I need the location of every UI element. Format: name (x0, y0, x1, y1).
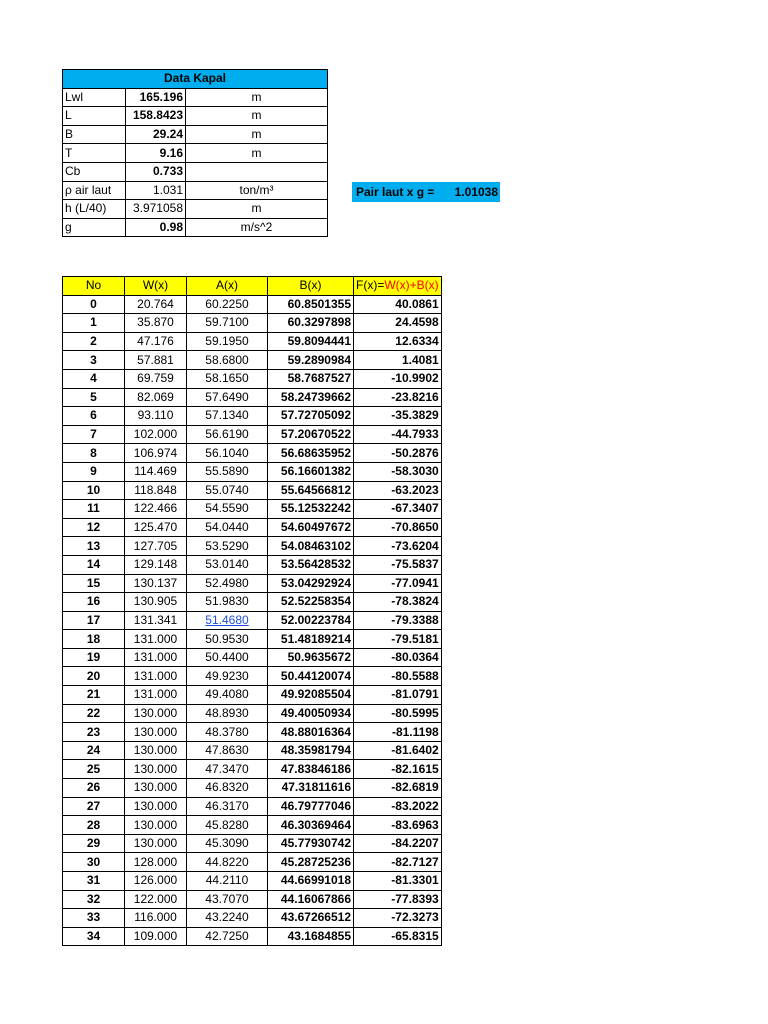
data-kapal-unit-cell[interactable]: m (186, 200, 328, 219)
header-f[interactable] (354, 277, 442, 296)
cell-a[interactable]: 58.1650 (187, 369, 268, 388)
cell-a[interactable]: 44.8220 (187, 853, 268, 872)
cell-f[interactable]: -82.1615 (354, 760, 442, 779)
data-kapal-row (63, 107, 328, 126)
cell-f[interactable]: 1.4081 (354, 351, 442, 370)
cell-a[interactable]: 48.3780 (187, 723, 268, 742)
cell-no[interactable]: 24 (63, 741, 125, 760)
cell-a[interactable]: 59.7100 (187, 314, 268, 333)
cell-b[interactable]: 59.8094441 (268, 332, 354, 351)
cell-w[interactable]: 130.000 (125, 779, 187, 798)
cell-b[interactable]: 51.48189214 (268, 630, 354, 649)
cell-no[interactable]: 9 (63, 462, 125, 481)
cell-w[interactable]: 125.470 (125, 518, 187, 537)
cell-f[interactable]: -81.0791 (354, 686, 442, 705)
data-kapal-label-cell[interactable]: L (63, 107, 126, 126)
cell-w[interactable]: 122.466 (125, 500, 187, 519)
cell-w[interactable]: 130.000 (125, 704, 187, 723)
cell-b[interactable]: 49.40050934 (268, 704, 354, 723)
cell-no[interactable]: 29 (63, 834, 125, 853)
cell-w[interactable]: 118.848 (125, 481, 187, 500)
table-row (63, 630, 442, 649)
cell-f[interactable]: -70.8650 (354, 518, 442, 537)
data-kapal-unit-cell[interactable]: m (186, 144, 328, 163)
table-row (63, 444, 442, 463)
data-kapal-unit-cell[interactable] (186, 162, 328, 181)
main-table (62, 276, 442, 946)
data-kapal-table (62, 69, 328, 237)
data-kapal-label-cell[interactable]: Lwl (63, 88, 126, 107)
table-row (63, 574, 442, 593)
cell-f[interactable]: -81.6402 (354, 741, 442, 760)
cell-a[interactable]: 57.1340 (187, 407, 268, 426)
cell-w[interactable]: 109.000 (125, 927, 187, 946)
data-kapal-unit-cell[interactable]: m (186, 107, 328, 126)
cell-b[interactable]: 43.67266512 (268, 909, 354, 928)
cell-b[interactable]: 55.12532242 (268, 500, 354, 519)
cell-f[interactable]: -72.3273 (354, 909, 442, 928)
cell-f[interactable]: 12.6334 (354, 332, 442, 351)
cell-b[interactable]: 49.92085504 (268, 686, 354, 705)
table-row (63, 481, 442, 500)
cell-b[interactable]: 58.7687527 (268, 369, 354, 388)
header-f-prefix: F(x)= (356, 278, 385, 293)
cell-b[interactable]: 47.31811616 (268, 779, 354, 798)
header-a[interactable]: A(x) (187, 277, 268, 296)
cell-b[interactable]: 50.44120074 (268, 667, 354, 686)
cell-a[interactable]: 54.0440 (187, 518, 268, 537)
cell-f[interactable]: -83.2022 (354, 797, 442, 816)
cell-w[interactable]: 69.759 (125, 369, 187, 388)
cell-w[interactable]: 131.341 (125, 611, 187, 630)
cell-w[interactable]: 106.974 (125, 444, 187, 463)
cell-a[interactable]: 49.4080 (187, 686, 268, 705)
cell-f[interactable]: -77.0941 (354, 574, 442, 593)
cell-f[interactable]: 40.0861 (354, 295, 442, 314)
table-row (63, 816, 442, 835)
cell-w[interactable]: 126.000 (125, 872, 187, 891)
cell-a[interactable]: 43.7070 (187, 890, 268, 909)
cell-no[interactable]: 31 (63, 872, 125, 891)
cell-w[interactable]: 127.705 (125, 537, 187, 556)
cell-b[interactable]: 56.16601382 (268, 462, 354, 481)
table-row (63, 555, 442, 574)
table-row (63, 332, 442, 351)
cell-no[interactable]: 30 (63, 853, 125, 872)
data-kapal-unit-cell[interactable]: m/s^2 (186, 218, 328, 237)
cell-w[interactable]: 130.000 (125, 797, 187, 816)
cell-a[interactable]: 52.4980 (187, 574, 268, 593)
cell-no[interactable]: 34 (63, 927, 125, 946)
cell-no[interactable]: 27 (63, 797, 125, 816)
cell-b[interactable]: 60.3297898 (268, 314, 354, 333)
table-row (63, 779, 442, 798)
cell-w[interactable]: 102.000 (125, 425, 187, 444)
cell-no[interactable]: 4 (63, 369, 125, 388)
cell-w[interactable]: 47.176 (125, 332, 187, 351)
data-kapal-value-cell[interactable]: 0.733 (126, 162, 186, 181)
cell-no[interactable]: 15 (63, 574, 125, 593)
cell-b[interactable]: 57.20670522 (268, 425, 354, 444)
cell-f[interactable]: -67.3407 (354, 500, 442, 519)
cell-b[interactable]: 54.08463102 (268, 537, 354, 556)
table-row (63, 760, 442, 779)
data-kapal-row (63, 200, 328, 219)
cell-no[interactable]: 2 (63, 332, 125, 351)
data-kapal-row (63, 144, 328, 163)
cell-no[interactable]: 7 (63, 425, 125, 444)
data-kapal-row (63, 218, 328, 237)
table-row (63, 518, 442, 537)
data-kapal-value-cell[interactable]: 9.16 (126, 144, 186, 163)
cell-w[interactable]: 130.000 (125, 741, 187, 760)
cell-b[interactable]: 46.79777046 (268, 797, 354, 816)
cell-a[interactable]: 54.5590 (187, 500, 268, 519)
cell-a[interactable]: 43.2240 (187, 909, 268, 928)
cell-w[interactable]: 130.000 (125, 816, 187, 835)
cell-w[interactable]: 130.000 (125, 834, 187, 853)
cell-a[interactable]: 48.8930 (187, 704, 268, 723)
cell-w[interactable]: 131.000 (125, 648, 187, 667)
cell-w[interactable]: 93.110 (125, 407, 187, 426)
table-row (63, 686, 442, 705)
cell-f[interactable]: -65.8315 (354, 927, 442, 946)
cell-no[interactable]: 12 (63, 518, 125, 537)
cell-no[interactable]: 25 (63, 760, 125, 779)
header-w[interactable]: W(x) (125, 277, 187, 296)
cell-b[interactable]: 45.28725236 (268, 853, 354, 872)
table-row (63, 741, 442, 760)
cell-no[interactable]: 26 (63, 779, 125, 798)
cell-b[interactable]: 57.72705092 (268, 407, 354, 426)
cell-b[interactable]: 43.1684855 (268, 927, 354, 946)
cell-f[interactable]: -75.5837 (354, 555, 442, 574)
table-row (63, 314, 442, 333)
cell-b[interactable]: 46.30369464 (268, 816, 354, 835)
cell-a[interactable]: 45.3090 (187, 834, 268, 853)
cell-f[interactable]: -83.6963 (354, 816, 442, 835)
data-kapal-row (63, 88, 328, 107)
table-row (63, 834, 442, 853)
cell-f[interactable]: -58.3030 (354, 462, 442, 481)
cell-no[interactable]: 13 (63, 537, 125, 556)
data-kapal-value-cell[interactable]: 29.24 (126, 125, 186, 144)
cell-w[interactable]: 130.905 (125, 593, 187, 612)
cell-f[interactable]: -23.8216 (354, 388, 442, 407)
cell-b[interactable]: 59.2890984 (268, 351, 354, 370)
cell-f[interactable]: -10.9902 (354, 369, 442, 388)
cell-b[interactable]: 45.77930742 (268, 834, 354, 853)
cell-w[interactable]: 128.000 (125, 853, 187, 872)
cell-b[interactable]: 53.56428532 (268, 555, 354, 574)
data-kapal-value-cell[interactable]: 158.8423 (126, 107, 186, 126)
cell-w[interactable]: 114.469 (125, 462, 187, 481)
cell-w[interactable]: 131.000 (125, 667, 187, 686)
table-row (63, 425, 442, 444)
data-kapal-title[interactable]: Data Kapal (63, 70, 328, 89)
cell-w[interactable]: 20.764 (125, 295, 187, 314)
table-row (63, 927, 442, 946)
cell-f[interactable]: -78.3824 (354, 593, 442, 612)
table-row (63, 295, 442, 314)
cell-b[interactable]: 55.64566812 (268, 481, 354, 500)
table-row (63, 872, 442, 891)
cell-no[interactable]: 22 (63, 704, 125, 723)
table-row (63, 667, 442, 686)
cell-no[interactable]: 0 (63, 295, 125, 314)
data-kapal-label-cell[interactable]: g (63, 218, 126, 237)
cell-f[interactable]: -80.5995 (354, 704, 442, 723)
table-row (63, 351, 442, 370)
cell-a[interactable]: 53.5290 (187, 537, 268, 556)
cell-b[interactable]: 50.9635672 (268, 648, 354, 667)
data-kapal-unit-cell[interactable]: ton/m³ (186, 181, 328, 200)
table-row (63, 611, 442, 630)
cell-b[interactable]: 48.35981794 (268, 741, 354, 760)
cell-w[interactable]: 122.000 (125, 890, 187, 909)
cell-no[interactable]: 8 (63, 444, 125, 463)
header-f-formula: W(x)+B(x) (384, 278, 439, 293)
cell-no[interactable]: 6 (63, 407, 125, 426)
cell-w[interactable]: 35.870 (125, 314, 187, 333)
cell-no[interactable]: 3 (63, 351, 125, 370)
cell-w[interactable]: 116.000 (125, 909, 187, 928)
cell-a[interactable]: 50.4400 (187, 648, 268, 667)
cell-a[interactable]: 50.9530 (187, 630, 268, 649)
cell-b[interactable]: 48.88016364 (268, 723, 354, 742)
cell-f[interactable]: -77.8393 (354, 890, 442, 909)
cell-w[interactable]: 130.000 (125, 723, 187, 742)
cell-a[interactable]: 60.2250 (187, 295, 268, 314)
cell-a[interactable]: 56.6190 (187, 425, 268, 444)
cell-no[interactable]: 20 (63, 667, 125, 686)
data-kapal-value-cell[interactable]: 3.971058 (126, 200, 186, 219)
cell-b[interactable]: 52.00223784 (268, 611, 354, 630)
cell-f[interactable]: -80.5588 (354, 667, 442, 686)
data-kapal-row (63, 125, 328, 144)
table-row (63, 407, 442, 426)
cell-a[interactable]: 46.3170 (187, 797, 268, 816)
table-row (63, 462, 442, 481)
cell-f[interactable]: -82.6819 (354, 779, 442, 798)
cell-a[interactable]: 51.9830 (187, 593, 268, 612)
cell-a-link[interactable]: 51.4680 (205, 612, 249, 627)
main-table-header-row (63, 277, 442, 296)
cell-no[interactable]: 18 (63, 630, 125, 649)
cell-a[interactable]: 42.7250 (187, 927, 268, 946)
data-kapal-value-cell[interactable]: 1.031 (126, 181, 186, 200)
table-row (63, 704, 442, 723)
cell-b[interactable]: 60.8501355 (268, 295, 354, 314)
table-row (63, 797, 442, 816)
pair-laut-value: 1.01038 (454, 185, 498, 199)
table-row (63, 909, 442, 928)
cell-a[interactable]: 47.8630 (187, 741, 268, 760)
cell-no[interactable]: 17 (63, 611, 125, 630)
data-kapal-row (63, 162, 328, 181)
cell-no[interactable]: 33 (63, 909, 125, 928)
cell-f[interactable]: -82.7127 (354, 853, 442, 872)
cell-no[interactable]: 32 (63, 890, 125, 909)
cell-b[interactable]: 44.66991018 (268, 872, 354, 891)
cell-w[interactable]: 57.881 (125, 351, 187, 370)
cell-f[interactable]: -35.3829 (354, 407, 442, 426)
cell-b[interactable]: 52.52258354 (268, 593, 354, 612)
header-no[interactable]: No (63, 277, 125, 296)
table-row (63, 369, 442, 388)
data-kapal-label-cell[interactable]: h (L/40) (63, 200, 126, 219)
data-kapal-value-cell[interactable]: 165.196 (126, 88, 186, 107)
cell-a[interactable]: 47.3470 (187, 760, 268, 779)
data-kapal-label-cell[interactable]: Cb (63, 162, 126, 181)
cell-f[interactable]: -44.7933 (354, 425, 442, 444)
header-b[interactable]: B(x) (268, 277, 354, 296)
cell-f[interactable]: -79.3388 (354, 611, 442, 630)
pair-laut-cell[interactable] (352, 182, 500, 202)
cell-no[interactable]: 11 (63, 500, 125, 519)
table-row (63, 500, 442, 519)
cell-a[interactable]: 56.1040 (187, 444, 268, 463)
data-kapal-label-cell[interactable]: B (63, 125, 126, 144)
cell-a[interactable]: 46.8320 (187, 779, 268, 798)
cell-a[interactable]: 49.9230 (187, 667, 268, 686)
cell-a[interactable]: 55.5890 (187, 462, 268, 481)
cell-f[interactable]: -73.6204 (354, 537, 442, 556)
pair-laut-label: Pair laut x g = (356, 185, 435, 199)
cell-w[interactable]: 129.148 (125, 555, 187, 574)
cell-no[interactable]: 21 (63, 686, 125, 705)
cell-a[interactable]: 53.0140 (187, 555, 268, 574)
data-kapal-unit-cell[interactable]: m (186, 125, 328, 144)
cell-f[interactable]: -63.2023 (354, 481, 442, 500)
data-kapal-label-cell[interactable]: ρ air laut (63, 181, 126, 200)
table-row (63, 388, 442, 407)
cell-w[interactable]: 130.000 (125, 760, 187, 779)
cell-b[interactable]: 56.68635952 (268, 444, 354, 463)
cell-f[interactable]: 24.4598 (354, 314, 442, 333)
cell-b[interactable]: 47.83846186 (268, 760, 354, 779)
cell-w[interactable]: 131.000 (125, 686, 187, 705)
cell-f[interactable]: -81.3301 (354, 872, 442, 891)
cell-a[interactable]: 58.6800 (187, 351, 268, 370)
cell-w[interactable]: 131.000 (125, 630, 187, 649)
cell-w[interactable]: 82.069 (125, 388, 187, 407)
table-row (63, 648, 442, 667)
table-row (63, 537, 442, 556)
data-kapal-row (63, 181, 328, 200)
data-kapal-unit-cell[interactable]: m (186, 88, 328, 107)
cell-a[interactable] (187, 611, 268, 630)
cell-b[interactable]: 44.16067866 (268, 890, 354, 909)
cell-no[interactable]: 5 (63, 388, 125, 407)
cell-a[interactable]: 59.1950 (187, 332, 268, 351)
table-row (63, 593, 442, 612)
data-kapal-value-cell[interactable]: 0.98 (126, 218, 186, 237)
cell-f[interactable]: -80.0364 (354, 648, 442, 667)
cell-no[interactable]: 28 (63, 816, 125, 835)
cell-a[interactable]: 57.6490 (187, 388, 268, 407)
cell-no[interactable]: 1 (63, 314, 125, 333)
cell-f[interactable]: -84.2207 (354, 834, 442, 853)
cell-no[interactable]: 10 (63, 481, 125, 500)
cell-w[interactable]: 130.137 (125, 574, 187, 593)
cell-no[interactable]: 16 (63, 593, 125, 612)
cell-b[interactable]: 58.24739662 (268, 388, 354, 407)
cell-f[interactable]: -79.5181 (354, 630, 442, 649)
cell-a[interactable]: 44.2110 (187, 872, 268, 891)
cell-a[interactable]: 45.8280 (187, 816, 268, 835)
cell-a[interactable]: 55.0740 (187, 481, 268, 500)
cell-f[interactable]: -81.1198 (354, 723, 442, 742)
table-row (63, 890, 442, 909)
cell-no[interactable]: 19 (63, 648, 125, 667)
cell-no[interactable]: 14 (63, 555, 125, 574)
cell-no[interactable]: 23 (63, 723, 125, 742)
table-row (63, 853, 442, 872)
cell-b[interactable]: 54.60497672 (268, 518, 354, 537)
table-row (63, 723, 442, 742)
data-kapal-label-cell[interactable]: T (63, 144, 126, 163)
cell-f[interactable]: -50.2876 (354, 444, 442, 463)
cell-b[interactable]: 53.04292924 (268, 574, 354, 593)
